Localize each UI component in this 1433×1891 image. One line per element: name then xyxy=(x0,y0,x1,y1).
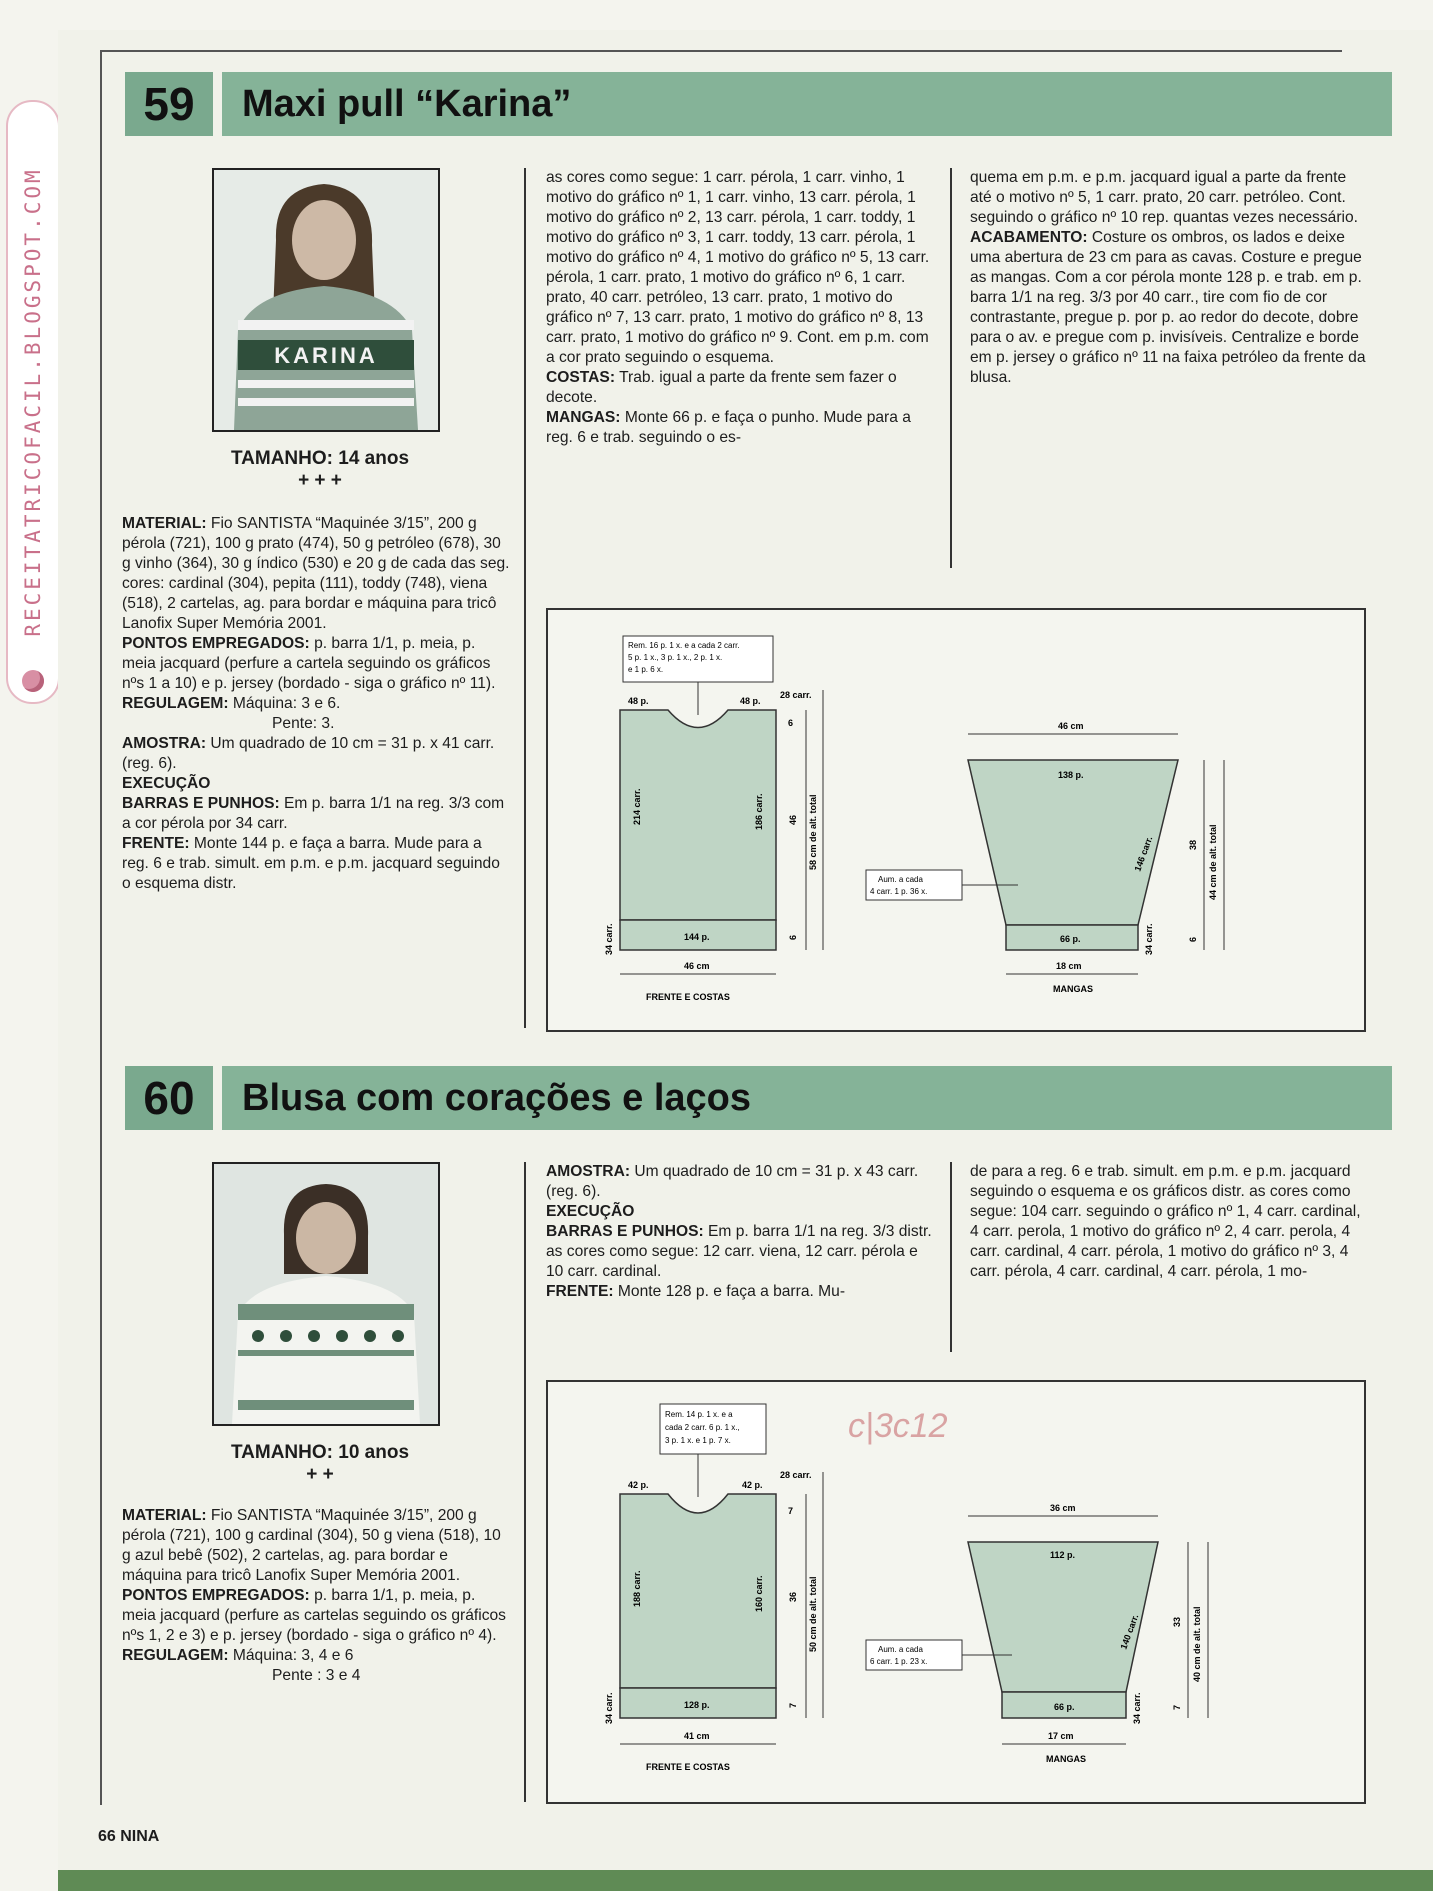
material-text: Fio SANTISTA “Maquinée 3/15”, 200 g pérola (721), 100 g prato (474), 50 g petróleo (678), 30 g vinho (364), 30 g índico (530) e 20 g de cada das seg. cores: cardinal (304), pepita (111), toddy (748), viena (518), 2 cartelas, ag. para bordar e máquina para tricô Lanofix Super Memória 2001. xyxy=(122,515,510,632)
shoulder-right-label: 48 p. xyxy=(740,696,761,706)
pontos-label: PONTOS EMPREGADOS: xyxy=(122,635,310,652)
column-divider xyxy=(950,1162,952,1352)
barras-text: Em p. barra 1/1 na reg. 3/3 com a cor pérola por 34 carr. xyxy=(122,795,505,832)
col2-text: as cores como segue: 1 carr. pérola, 1 carr. vinho, 1 motivo do gráfico nº 1, 1 carr. vinho, 13 carr. pérola, 1 motivo do gráfico nº 2, 13 carr. pérola, 1 carr. toddy, 1 motivo do gráfico nº 3, 1 carr. toddy, 13 carr. pérola, 1 motivo do gráfico nº 4, 1 motivo do gráfico nº 5, 13 carr. pérola, 1 carr. prato, 1 motivo do gráfico nº 6, 1 carr. prato, 40 carr. petróleo, 13 carr. prato, 1 motivo do gráfico nº 7, 13 carr. prato, 1 motivo do gráfico nº 8, 13 carr. prato, 1 motivo do gráfico nº 9. Cont. em p.m. com a cor prato seguindo o esquema. xyxy=(546,169,930,366)
pattern-59-column-3 xyxy=(970,168,1370,388)
pattern-60-column-3 xyxy=(970,1162,1370,1282)
sleeve-height-label: 33 xyxy=(1172,1616,1182,1627)
cuff-rows-label: 34 carr. xyxy=(1144,923,1154,955)
amostra-text: Um quadrado de 10 cm = 31 p. x 41 carr. (reg. 6). xyxy=(122,735,495,772)
material-text: Fio SANTISTA “Maquinée 3/15”, 200 g pérola (721), 100 g cardinal (304), 50 g viena (518), 10 g azul bebê (502), 2 cartelas, ag. para bordar e máquina para tricô Lanofix Super Memória 2001. xyxy=(122,1507,501,1584)
pente-text: Pente: 3. xyxy=(272,715,335,732)
pontos-text: p. barra 1/1, p. meia, p. meia jacquard (perfure a cartela seguindo os gráficos nºs 1 a 10) e p. jersey (bordado - siga o gráfico nº 11). xyxy=(122,635,496,692)
acabamento-text: Costure os ombros, os lados e deixe uma abertura de 23 cm para as cavas. Costure e pregue as mangas. Com a cor pérola monte 128 p. e trab. em p. barra 1/1 na reg. 3/3 por 40 carr., tire com fio de cor contrastante, pregue p. por p. ao redor do decote, dobre para o av. e pregue com p. invisíveis. Centralize e borde em p. jersey o gráfico nº 11 na faixa petróleo da frente da blusa. xyxy=(970,229,1366,386)
increase-note-line-2: 6 carr. 1 p. 23 x. xyxy=(870,1657,928,1666)
body-height-label: 36 xyxy=(788,1591,798,1602)
neckline-note-line-3: 3 p. 1 x. e 1 p. 7 x. xyxy=(665,1436,731,1445)
neckline-note-line-3: e 1 p. 6 x. xyxy=(628,665,664,674)
amostra-text: Um quadrado de 10 cm = 31 p. x 43 carr. (reg. 6). xyxy=(546,1163,919,1200)
frente-text: Monte 128 p. e faça a barra. Mu- xyxy=(613,1283,846,1300)
body-width-label: 46 cm xyxy=(684,961,710,971)
col3-text: quema em p.m. e p.m. jacquard igual a parte da frente até o motivo nº 5, 1 carr. prato, 20 carr. petróleo. Cont. seguindo o gráfico nº 10 rep. quantas vezes necessário. xyxy=(970,169,1358,226)
regulagem-text: Máquina: 3 e 6. xyxy=(228,695,341,712)
increase-note-line-2: 4 carr. 1 p. 36 x. xyxy=(870,887,928,896)
pattern-60-column-1 xyxy=(122,1506,510,1686)
pattern-59-column-1 xyxy=(122,514,510,894)
sleeves-caption: MANGAS xyxy=(1046,1754,1086,1764)
pattern-60-title: Blusa com corações e laços xyxy=(222,1066,1392,1130)
rib-height-label: 6 xyxy=(788,934,798,940)
regulagem-label: REGULAGEM: xyxy=(122,695,229,712)
neck-rows-label: 28 carr. xyxy=(780,1470,812,1480)
page-footer: 66 NINA xyxy=(98,1828,160,1845)
shoulder-left-label: 48 p. xyxy=(628,696,649,706)
yarn-ball-icon xyxy=(22,670,44,692)
body-height-label: 46 xyxy=(788,814,798,825)
cuff-height-label: 7 xyxy=(1172,1704,1182,1710)
pontos-label: PONTOS EMPREGADOS: xyxy=(122,1587,310,1604)
cuff-stitches-label: 66 p. xyxy=(1060,934,1081,944)
amostra-label: AMOSTRA: xyxy=(546,1163,631,1180)
amostra-label: AMOSTRA: xyxy=(122,735,207,752)
sleeve-total-label: 40 cm de alt. total xyxy=(1192,1606,1202,1682)
front-back-caption: FRENTE E COSTAS xyxy=(646,992,730,1002)
mangas-label: MANGAS: xyxy=(546,409,621,426)
col3-text: de para a reg. 6 e trab. simult. em p.m. e p.m. jacquard seguindo o esquema e os gráficos distr. as cores como segue: 104 carr. seguindo o gráfico nº 1, 4 carr. cardinal, 4 carr. perola, 1 motivo do gráfico nº 2, 4 carr. perola, 4 carr. cardinal, 4 carr. pérola, 1 motivo do gráfico nº 3, 4 carr. pérola, 4 carr. cardinal, 4 carr. pérola, 1 mo- xyxy=(970,1163,1361,1280)
regulagem-label: REGULAGEM: xyxy=(122,1647,229,1664)
costas-text: Trab. igual a parte da frente sem fazer o decote. xyxy=(546,369,897,406)
pontos-text: p. barra 1/1, p. meia, p. meia jacquard (perfure as cartelas seguindo os gráficos nºs 1, 2 e 3) e p. jersey (bordado - siga o gráfico nº 4). xyxy=(122,1587,506,1644)
neck-height-label: 6 xyxy=(788,718,794,728)
cuff-stitches-label: 66 p. xyxy=(1054,1702,1075,1712)
cuff-width-label: 18 cm xyxy=(1056,961,1082,971)
body-rows-right-label: 186 carr. xyxy=(754,793,764,830)
barras-text: Em p. barra 1/1 na reg. 3/3 distr. as cores como segue: 12 carr. viena, 12 carr. pérola e 10 carr. cardinal. xyxy=(546,1223,932,1280)
rib-rows-label: 34 carr. xyxy=(604,1692,614,1724)
neckline-note-line-2: 5 p. 1 x., 3 p. 1 x., 2 p. 1 x. xyxy=(628,653,723,662)
column-divider xyxy=(524,168,526,1028)
frente-label: FRENTE: xyxy=(546,1283,614,1300)
sleeve-height-label: 38 xyxy=(1188,839,1198,850)
body-width-label: 41 cm xyxy=(684,1731,710,1741)
body-rows-left-label: 214 carr. xyxy=(632,788,642,825)
front-back-caption: FRENTE E COSTAS xyxy=(646,1762,730,1772)
pattern-60-schematic xyxy=(546,1380,1366,1804)
blog-watermark xyxy=(6,100,60,704)
material-label: MATERIAL: xyxy=(122,1507,207,1524)
bottom-stitches-label: 128 p. xyxy=(684,1700,710,1710)
shoulder-right-label: 42 p. xyxy=(742,1480,763,1490)
difficulty-marks: + + xyxy=(306,1464,334,1485)
neckline-note-line-1: Rem. 14 p. 1 x. e a xyxy=(665,1410,733,1419)
shoulder-left-label: 42 p. xyxy=(628,1480,649,1490)
cuff-width-label: 17 cm xyxy=(1048,1731,1074,1741)
acabamento-label: ACABAMENTO: xyxy=(970,229,1088,246)
pattern-59-number: 59 xyxy=(125,72,213,136)
sleeve-rows-label: 146 carr. xyxy=(1132,834,1155,873)
pattern-59-title: Maxi pull “Karina” xyxy=(222,72,1392,136)
increase-note-line-1: Aum. a cada xyxy=(878,875,923,884)
sleeves-caption: MANGAS xyxy=(1053,984,1093,994)
pattern-59-schematic xyxy=(546,608,1366,1032)
bottom-edge-bar xyxy=(58,1870,1433,1891)
pattern-60-column-2 xyxy=(546,1162,936,1302)
pente-text: Pente : 3 e 4 xyxy=(272,1667,361,1684)
cuff-height-label: 6 xyxy=(1188,936,1198,942)
material-label: MATERIAL: xyxy=(122,515,207,532)
barras-label: BARRAS E PUNHOS: xyxy=(122,795,280,812)
execucao-heading: EXECUÇÃO xyxy=(546,1203,635,1220)
pattern-60-photo xyxy=(212,1162,440,1426)
size-label: TAMANHO: 10 anos xyxy=(230,1442,410,1463)
body-rows-right-label: 160 carr. xyxy=(754,1575,764,1612)
sleeve-width-label: 46 cm xyxy=(1058,721,1084,731)
neck-height-label: 7 xyxy=(788,1506,794,1516)
column-divider xyxy=(950,168,952,568)
pattern-59-column-2 xyxy=(546,168,936,448)
bottom-stitches-label: 144 p. xyxy=(684,932,710,942)
pattern-60-number: 60 xyxy=(125,1066,213,1130)
neckline-note-line-1: Rem. 16 p. 1 x. e a cada 2 carr. xyxy=(628,641,740,650)
increase-note-line-1: Aum. a cada xyxy=(878,1645,923,1654)
handwritten-note: c|3c12 xyxy=(848,1407,948,1445)
rib-rows-label: 34 carr. xyxy=(604,923,614,955)
execucao-heading: EXECUÇÃO xyxy=(122,775,211,792)
total-height-label: 50 cm de alt. total xyxy=(808,1576,818,1652)
sleeve-width-label: 36 cm xyxy=(1050,1503,1076,1513)
sweater-print-text: KARINA xyxy=(274,343,378,368)
frente-text: Monte 144 p. e faça a barra. Mude para a reg. 6 e trab. simult. em p.m. e p.m. jacquard seguindo o esquema distr. xyxy=(122,835,500,892)
regulagem-text: Máquina: 3, 4 e 6 xyxy=(228,1647,354,1664)
neck-rows-label: 28 carr. xyxy=(780,690,812,700)
total-height-label: 58 cm de alt. total xyxy=(808,794,818,870)
pattern-59-photo xyxy=(212,168,440,432)
size-label: TAMANHO: 14 anos xyxy=(230,448,410,469)
pattern-59-size xyxy=(160,448,480,492)
column-divider xyxy=(524,1162,526,1802)
difficulty-marks: + + + xyxy=(298,470,342,491)
watermark-text: RECEITATRICOFACIL.BLOGSPOT.COM xyxy=(21,167,45,637)
rib-height-label: 7 xyxy=(788,1702,798,1708)
body-rows-left-label: 188 carr. xyxy=(632,1570,642,1607)
sleeve-total-label: 44 cm de alt. total xyxy=(1208,824,1218,900)
sleeve-top-stitches-label: 138 p. xyxy=(1058,770,1084,780)
cuff-rows-label: 34 carr. xyxy=(1132,1692,1142,1724)
neckline-note-line-2: cada 2 carr. 6 p. 1 x., xyxy=(665,1423,740,1432)
frente-label: FRENTE: xyxy=(122,835,190,852)
sleeve-top-stitches-label: 112 p. xyxy=(1050,1550,1076,1560)
barras-label: BARRAS E PUNHOS: xyxy=(546,1223,704,1240)
sleeve-rows-label: 140 carr. xyxy=(1118,1612,1141,1651)
costas-label: COSTAS: xyxy=(546,369,616,386)
pattern-60-size xyxy=(160,1442,480,1486)
mangas-text: Monte 66 p. e faça o punho. Mude para a reg. 6 e trab. seguindo o es- xyxy=(546,409,911,446)
